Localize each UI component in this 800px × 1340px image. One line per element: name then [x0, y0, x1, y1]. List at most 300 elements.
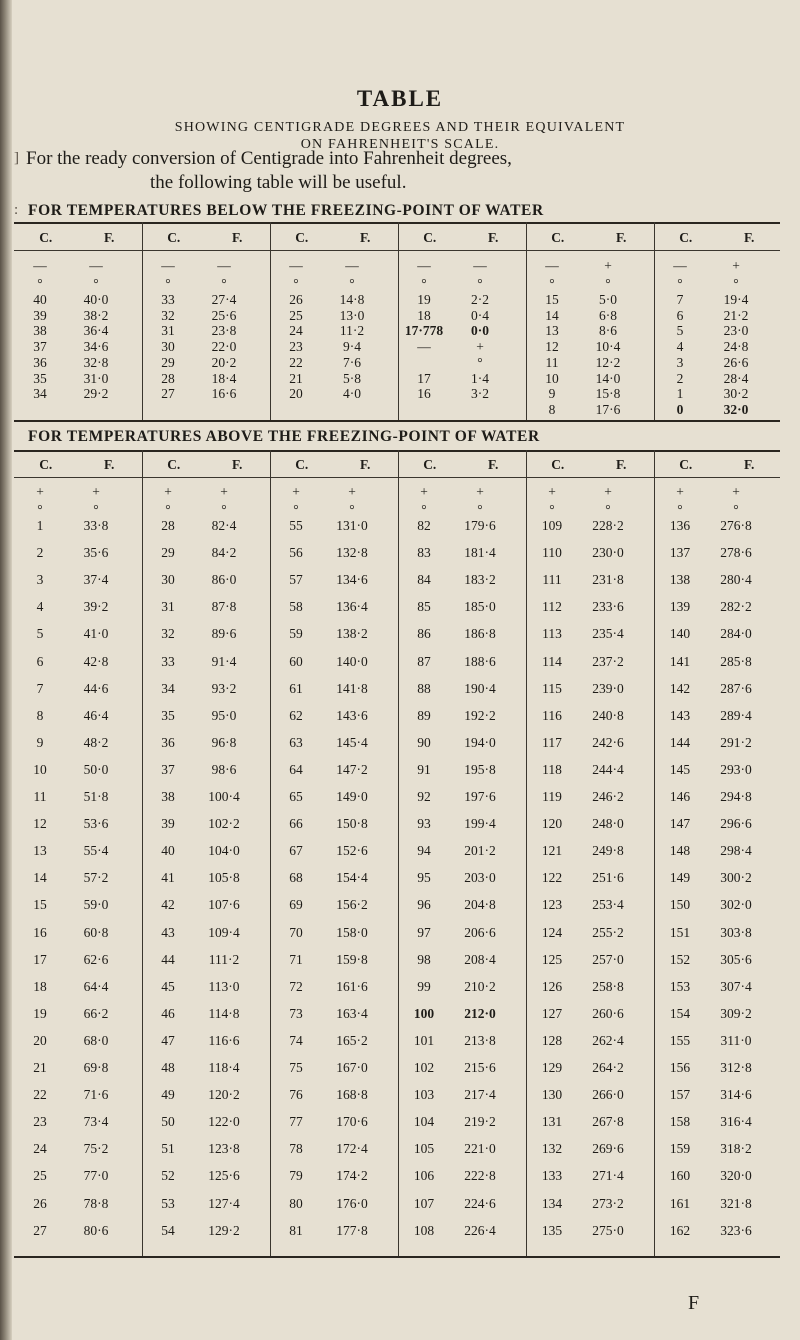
page-spine-shadow: [0, 0, 12, 1340]
table-above-top-rule: [14, 450, 780, 452]
cell-fahrenheit: 159·8: [336, 951, 368, 967]
cell-centigrade: 27: [33, 1222, 47, 1238]
cell-fahrenheit: 20·2: [211, 354, 237, 370]
cell-fahrenheit: 143·6: [336, 707, 368, 723]
cell-centigrade: 14: [545, 307, 559, 323]
header-fahrenheit: F.: [744, 230, 755, 245]
sign-fahrenheit: —: [217, 258, 231, 273]
cell-centigrade: 59: [289, 626, 303, 642]
cell-centigrade: 34: [33, 386, 47, 402]
cell-fahrenheit: 147·2: [336, 761, 368, 777]
cell-centigrade: 160: [669, 1168, 691, 1184]
degree-mark-centigrade: °: [677, 502, 683, 517]
header-fahrenheit: F.: [360, 230, 371, 245]
cell-fahrenheit: 105·8: [208, 870, 240, 886]
cell-centigrade: 97: [417, 924, 431, 940]
cell-fahrenheit: 51·8: [83, 789, 109, 804]
cell-centigrade: 82: [417, 518, 431, 533]
cell-centigrade: 161: [669, 1195, 691, 1211]
cell-centigrade: 41: [161, 870, 175, 886]
column-divider: [526, 450, 527, 1256]
cell-fahrenheit: 307·4: [720, 978, 752, 994]
cell-centigrade: 16: [33, 924, 47, 940]
cell-centigrade: 14: [33, 870, 47, 886]
cell-centigrade: 155: [669, 1032, 691, 1048]
cell-centigrade: 131: [541, 1114, 563, 1130]
cell-centigrade: 80: [289, 1195, 303, 1211]
cell-centigrade: 22: [289, 354, 303, 370]
cell-centigrade: 85: [417, 599, 431, 615]
cell-fahrenheit: 96·8: [211, 734, 237, 750]
section-heading-above: FOR TEMPERATURES ABOVE THE FREEZING-POINT OF WATER: [28, 428, 540, 445]
cell-fahrenheit: 38·2: [83, 307, 109, 323]
cell-centigrade: 33: [161, 292, 175, 307]
cell-fahrenheit: 176·0: [336, 1195, 368, 1211]
cell-fahrenheit: 183·2: [464, 572, 496, 588]
column-divider: [526, 222, 527, 420]
cell-fahrenheit: 17·6: [595, 401, 621, 417]
cell-fahrenheit: 242·6: [592, 734, 624, 750]
degree-mark-centigrade: °: [165, 502, 171, 517]
cell-centigrade: 119: [542, 789, 562, 804]
cell-centigrade: 43: [161, 924, 175, 940]
cell-centigrade: 127: [541, 1005, 563, 1021]
cell-centigrade: 158: [669, 1114, 691, 1130]
cell-fahrenheit: 127·4: [208, 1195, 240, 1211]
cell-centigrade: 45: [161, 978, 175, 994]
sign-fahrenheit: +: [732, 258, 740, 273]
cell-centigrade: 32: [161, 307, 175, 323]
subtitle-line-2: ON FAHRENHEIT'S SCALE.: [300, 137, 500, 152]
cell-centigrade: 29: [161, 545, 175, 561]
cell-centigrade: 120: [541, 816, 563, 832]
cell-centigrade: 93: [417, 816, 431, 832]
cell-fahrenheit: 39·2: [83, 599, 109, 615]
cell-fahrenheit: 235·4: [592, 626, 624, 642]
cell-fahrenheit: 35·6: [83, 545, 109, 561]
sign-fahrenheit: +: [604, 258, 612, 273]
cell-centigrade: 63: [289, 734, 303, 750]
cell-fahrenheit: 134·6: [336, 572, 368, 588]
header-fahrenheit: F.: [488, 457, 499, 472]
cell-centigrade: 134: [541, 1195, 563, 1211]
cell-fahrenheit: 255·2: [592, 924, 624, 940]
cell-centigrade: 109: [541, 518, 563, 533]
cell-fahrenheit: 244·4: [592, 761, 624, 777]
cell-centigrade: 39: [33, 307, 47, 323]
cell-fahrenheit: 206·6: [464, 924, 496, 940]
header-centigrade: C.: [167, 457, 181, 472]
cell-fahrenheit: 316·4: [720, 1114, 752, 1130]
cell-centigrade: 78: [289, 1141, 303, 1157]
cell-fahrenheit: 321·8: [720, 1195, 752, 1211]
cell-centigrade: 52: [161, 1168, 175, 1184]
cell-centigrade: 132: [541, 1141, 563, 1157]
cell-fahrenheit: 141·8: [336, 680, 368, 696]
cell-fahrenheit: 291·2: [720, 734, 752, 750]
cell-centigrade: 114: [542, 653, 562, 669]
cell-fahrenheit: 116·6: [208, 1032, 240, 1048]
cell-centigrade: 113: [542, 626, 562, 642]
cell-centigrade: 94: [417, 843, 431, 859]
cell-centigrade: 110: [542, 545, 562, 561]
cell-centigrade: 5: [36, 626, 44, 642]
cell-centigrade: 137: [669, 545, 691, 561]
cell-centigrade: 71: [289, 951, 303, 967]
cell-centigrade: 28: [161, 370, 175, 386]
cell-fahrenheit: 5·8: [343, 370, 361, 386]
cell-fahrenheit: 258·8: [592, 978, 624, 994]
cell-centigrade: 8: [36, 707, 44, 723]
header-fahrenheit: F.: [232, 230, 243, 245]
cell-centigrade: 24: [289, 323, 303, 339]
cell-centigrade: 1: [676, 386, 684, 402]
cell-centigrade: 2: [36, 545, 44, 561]
sign-centigrade: —: [33, 258, 47, 273]
cell-fahrenheit: 1·4: [471, 370, 489, 386]
cell-fahrenheit: 278·6: [720, 545, 752, 561]
degree-mark-centigrade: °: [293, 502, 299, 517]
sign-fahrenheit: +: [92, 484, 100, 499]
cell-fahrenheit: 89·6: [211, 626, 237, 642]
cell-centigrade: 25: [289, 307, 303, 323]
degree-mark-fahrenheit: °: [605, 502, 611, 517]
cell-fahrenheit: 203·0: [464, 870, 496, 886]
cell-centigrade: 145: [669, 761, 691, 777]
column-header: [14, 457, 141, 473]
table-below-bottom-rule: [14, 420, 780, 422]
cell-fahrenheit: 260·6: [592, 1005, 624, 1021]
cell-fahrenheit: 145·4: [336, 734, 368, 750]
header-centigrade: C.: [295, 230, 309, 245]
cell-fahrenheit: 34·6: [83, 339, 109, 355]
cell-fahrenheit: 125·6: [208, 1168, 240, 1184]
cell-fahrenheit: 23·8: [211, 323, 237, 339]
cell-fahrenheit: 293·0: [720, 761, 752, 777]
cell-centigrade: 103: [413, 1087, 435, 1103]
sign-centigrade: —: [161, 258, 175, 273]
cell-centigrade: 122: [541, 870, 563, 886]
cell-fahrenheit: 104·0: [208, 843, 240, 859]
cell-fahrenheit: 68·0: [83, 1032, 109, 1048]
cell-centigrade: 12: [33, 816, 47, 832]
degree-mark-centigrade: °: [549, 276, 555, 291]
cell-centigrade: 68: [289, 870, 303, 886]
cell-fahrenheit: 267·8: [592, 1114, 624, 1130]
cell-centigrade: 4: [36, 599, 44, 615]
cell-centigrade: 35: [161, 707, 175, 723]
cell-fahrenheit: 177·8: [336, 1222, 368, 1238]
cell-fahrenheit: 28·4: [723, 370, 749, 386]
cell-fahrenheit: 248·0: [592, 816, 624, 832]
cell-fahrenheit: 53·6: [83, 816, 109, 832]
cell-fahrenheit: 16·6: [211, 386, 237, 402]
cell-centigrade: 9: [36, 734, 44, 750]
cell-centigrade: 65: [289, 789, 303, 804]
intro-line-2: the following table will be useful.: [150, 172, 407, 193]
cell-centigrade: 60: [289, 653, 303, 669]
sign-fahrenheit: +: [220, 484, 228, 499]
cell-centigrade: 23: [289, 339, 303, 355]
cell-centigrade: 51: [161, 1141, 175, 1157]
degree-mark-fahrenheit: °: [605, 276, 611, 291]
cell-fahrenheit: 71·6: [83, 1087, 109, 1103]
cell-fahrenheit: 6·8: [599, 307, 617, 323]
cell-centigrade: 72: [289, 978, 303, 994]
cell-fahrenheit: 113·0: [208, 978, 240, 994]
cell-centigrade: 40: [33, 292, 47, 307]
cell-centigrade: 55: [289, 518, 303, 533]
cell-fahrenheit: 197·6: [464, 789, 496, 804]
cell-fahrenheit: 25·6: [211, 307, 237, 323]
cell-fahrenheit: 264·2: [592, 1060, 624, 1075]
cell-fahrenheit: 167·0: [336, 1060, 368, 1075]
cell-fahrenheit: 93·2: [211, 680, 237, 696]
header-centigrade: C.: [423, 457, 437, 472]
cell-centigrade: 77: [289, 1114, 303, 1130]
cell-centigrade: 58: [289, 599, 303, 615]
cell-fahrenheit: 107·6: [208, 897, 240, 913]
cell-fahrenheit: 179·6: [464, 518, 496, 533]
cell-centigrade: 13: [545, 323, 559, 339]
cell-centigrade: 116: [542, 707, 562, 723]
column-header: [526, 457, 653, 473]
cell-centigrade: 148: [669, 843, 691, 859]
cell-centigrade: 35: [33, 370, 47, 386]
cell-fahrenheit: 131·0: [336, 518, 368, 533]
cell-fahrenheit: 212·0: [464, 1005, 496, 1021]
cell-fahrenheit: 204·8: [464, 897, 496, 913]
cell-fahrenheit: 231·8: [592, 572, 624, 588]
cell-centigrade: 31: [161, 599, 175, 615]
cell-fahrenheit: 318·2: [720, 1141, 752, 1157]
cell-centigrade: 24: [33, 1141, 47, 1157]
cell-centigrade: 156: [669, 1060, 691, 1075]
cell-centigrade: 25: [33, 1168, 47, 1184]
cell-fahrenheit: 78·8: [83, 1195, 109, 1211]
cell-fahrenheit: 109·4: [208, 924, 240, 940]
header-fahrenheit: F.: [232, 457, 243, 472]
cell-fahrenheit: 44·6: [83, 680, 109, 696]
cell-centigrade: 112: [542, 599, 562, 615]
cell-centigrade: 6: [36, 653, 44, 669]
cell-centigrade: 149: [669, 870, 691, 886]
cell-centigrade: 46: [161, 1005, 175, 1021]
cell-centigrade: 11: [33, 789, 47, 804]
cell-centigrade: 81: [289, 1222, 303, 1238]
cell-fahrenheit: 32·0: [723, 401, 749, 417]
cell-fahrenheit: 289·4: [720, 707, 752, 723]
cell-centigrade: 139: [669, 599, 691, 615]
cell-fahrenheit: 26·6: [723, 354, 749, 370]
cell-fahrenheit: 194·0: [464, 734, 496, 750]
cell-fahrenheit: 309·2: [720, 1005, 752, 1021]
cell-centigrade: 29: [161, 354, 175, 370]
cell-fahrenheit: 275·0: [592, 1222, 624, 1238]
header-fahrenheit: F.: [616, 230, 627, 245]
column-header: [142, 230, 269, 246]
cell-fahrenheit: 150·8: [336, 816, 368, 832]
cell-centigrade: 86: [417, 626, 431, 642]
cell-fahrenheit: 12·2: [595, 354, 621, 370]
cell-centigrade: 123: [541, 897, 563, 913]
cell-centigrade: 104: [413, 1114, 435, 1130]
cell-centigrade: 28: [161, 518, 175, 533]
cell-fahrenheit: 300·2: [720, 870, 752, 886]
cell-centigrade: 70: [289, 924, 303, 940]
degree-mark-fahrenheit: °: [93, 276, 99, 291]
table-above-bottom-rule: [14, 1256, 780, 1258]
cell-fahrenheit: 188·6: [464, 653, 496, 669]
cell-fahrenheit: 249·8: [592, 843, 624, 859]
cell-centigrade: 88: [417, 680, 431, 696]
sign-centigrade: +: [548, 484, 556, 499]
cell-centigrade: 6: [676, 307, 684, 323]
cell-fahrenheit: 111·2: [208, 951, 240, 967]
table-above-header-rule: [14, 477, 780, 478]
cell-fahrenheit: 14·8: [339, 292, 365, 307]
cell-centigrade: 1: [36, 518, 44, 533]
cell-centigrade: 54: [161, 1222, 175, 1238]
cell-centigrade: 4: [676, 339, 684, 355]
cell-fahrenheit: 208·4: [464, 951, 496, 967]
cell-fahrenheit: 312·8: [720, 1060, 752, 1075]
cell-fahrenheit: 86·0: [211, 572, 237, 588]
cell-centigrade: 22: [33, 1087, 47, 1103]
cell-centigrade: 147: [669, 816, 691, 832]
margin-mark: ]: [14, 150, 19, 166]
cell-centigrade: 124: [541, 924, 563, 940]
cell-centigrade: 144: [669, 734, 691, 750]
cell-fahrenheit: 114·8: [208, 1005, 240, 1021]
cell-fahrenheit: 14·0: [595, 370, 621, 386]
cell-centigrade: 16: [417, 386, 431, 402]
cell-centigrade: 138: [669, 572, 691, 588]
cell-centigrade: 17·778: [404, 323, 444, 339]
cell-fahrenheit: 170·6: [336, 1114, 368, 1130]
degree-mark-fahrenheit: °: [221, 502, 227, 517]
cell-centigrade: 128: [541, 1032, 563, 1048]
cell-centigrade: 142: [669, 680, 691, 696]
cell-centigrade: 10: [33, 761, 47, 777]
cell-fahrenheit: 23·0: [723, 323, 749, 339]
cell-centigrade: 7: [36, 680, 44, 696]
cell-centigrade: 2: [676, 370, 684, 386]
degree-mark-fahrenheit: °: [733, 276, 739, 291]
cell-centigrade: 26: [33, 1195, 47, 1211]
cell-centigrade: 12: [545, 339, 559, 355]
cell-fahrenheit: 0·4: [471, 307, 489, 323]
cell-centigrade: 135: [541, 1222, 563, 1238]
cell-fahrenheit: 32·8: [83, 354, 109, 370]
cell-fahrenheit: 168·8: [336, 1087, 368, 1103]
header-centigrade: C.: [679, 230, 693, 245]
cell-fahrenheit: 77·0: [83, 1168, 109, 1184]
cell-centigrade: 153: [669, 978, 691, 994]
cell-centigrade: 90: [417, 734, 431, 750]
cell-fahrenheit: 59·0: [83, 897, 109, 913]
cell-centigrade: 101: [413, 1032, 435, 1048]
cell-centigrade: 151: [669, 924, 691, 940]
cell-fahrenheit: 100·4: [208, 789, 240, 804]
cell-fahrenheit: 129·2: [208, 1222, 240, 1238]
cell-fahrenheit: 27·4: [211, 292, 237, 307]
cell-centigrade: 36: [161, 734, 175, 750]
cell-fahrenheit: 240·8: [592, 707, 624, 723]
table-below-header-rule: [14, 250, 780, 251]
cell-centigrade: 159: [669, 1141, 691, 1157]
cell-centigrade: 20: [289, 386, 303, 402]
cell-fahrenheit: 3·2: [471, 386, 489, 402]
cell-fahrenheit: 233·6: [592, 599, 624, 615]
cell-centigrade: 67: [289, 843, 303, 859]
cell-fahrenheit: 84·2: [211, 545, 237, 561]
cell-centigrade: 162: [669, 1222, 691, 1238]
cell-centigrade: 15: [545, 292, 559, 307]
cell-fahrenheit: 55·4: [83, 843, 109, 859]
cell-centigrade: 49: [161, 1087, 175, 1103]
cell-fahrenheit: 285·8: [720, 653, 752, 669]
cell-fahrenheit: 226·4: [464, 1222, 496, 1238]
cell-fahrenheit: 303·8: [720, 924, 752, 940]
header-fahrenheit: F.: [488, 230, 499, 245]
degree-mark-centigrade: °: [165, 276, 171, 291]
degree-mark-centigrade: °: [293, 276, 299, 291]
header-fahrenheit: F.: [104, 457, 115, 472]
cell-fahrenheit: 276·8: [720, 518, 752, 533]
cell-centigrade: 15: [33, 897, 47, 913]
cell-fahrenheit: 33·8: [83, 518, 109, 533]
cell-fahrenheit: 40·0: [83, 292, 109, 307]
cell-fahrenheit: 246·2: [592, 789, 624, 804]
cell-centigrade: 66: [289, 816, 303, 832]
subtitle-line-1: SHOWING CENTIGRADE DEGREES AND THEIR EQUIVALENT: [174, 120, 626, 135]
cell-centigrade: 37: [161, 761, 175, 777]
sign-fahrenheit: —: [89, 258, 103, 273]
cell-fahrenheit: 199·4: [464, 816, 496, 832]
cell-centigrade: 92: [417, 789, 431, 804]
cell-fahrenheit: 210·2: [464, 978, 496, 994]
cell-centigrade: 98: [417, 951, 431, 967]
cell-fahrenheit: 320·0: [720, 1168, 752, 1184]
column-header: [654, 457, 781, 473]
cell-centigrade: 96: [417, 897, 431, 913]
cell-fahrenheit: 11·2: [339, 323, 365, 339]
column-divider: [398, 222, 399, 420]
cell-centigrade: 157: [669, 1087, 691, 1103]
column-header: [142, 457, 269, 473]
cell-centigrade: 74: [289, 1032, 303, 1048]
sign-fahrenheit: +: [604, 484, 612, 499]
cell-centigrade: 118: [542, 761, 562, 777]
cell-fahrenheit: 215·6: [464, 1060, 496, 1075]
header-centigrade: C.: [679, 457, 693, 472]
header-fahrenheit: F.: [744, 457, 755, 472]
cell-centigrade: 48: [161, 1060, 175, 1075]
column-header: [398, 457, 525, 473]
cell-fahrenheit: 284·0: [720, 626, 752, 642]
cell-fahrenheit: 239·0: [592, 680, 624, 696]
cell-centigrade: 121: [541, 843, 563, 859]
cell-fahrenheit: 294·8: [720, 789, 752, 804]
cell-fahrenheit: 82·4: [211, 518, 237, 533]
header-centigrade: C.: [39, 457, 53, 472]
column-divider: [142, 222, 143, 420]
cell-centigrade: 133: [541, 1168, 563, 1184]
degree-mark-fahrenheit: °: [477, 276, 483, 291]
cell-fahrenheit: 95·0: [211, 707, 237, 723]
cell-fahrenheit: 132·8: [336, 545, 368, 561]
